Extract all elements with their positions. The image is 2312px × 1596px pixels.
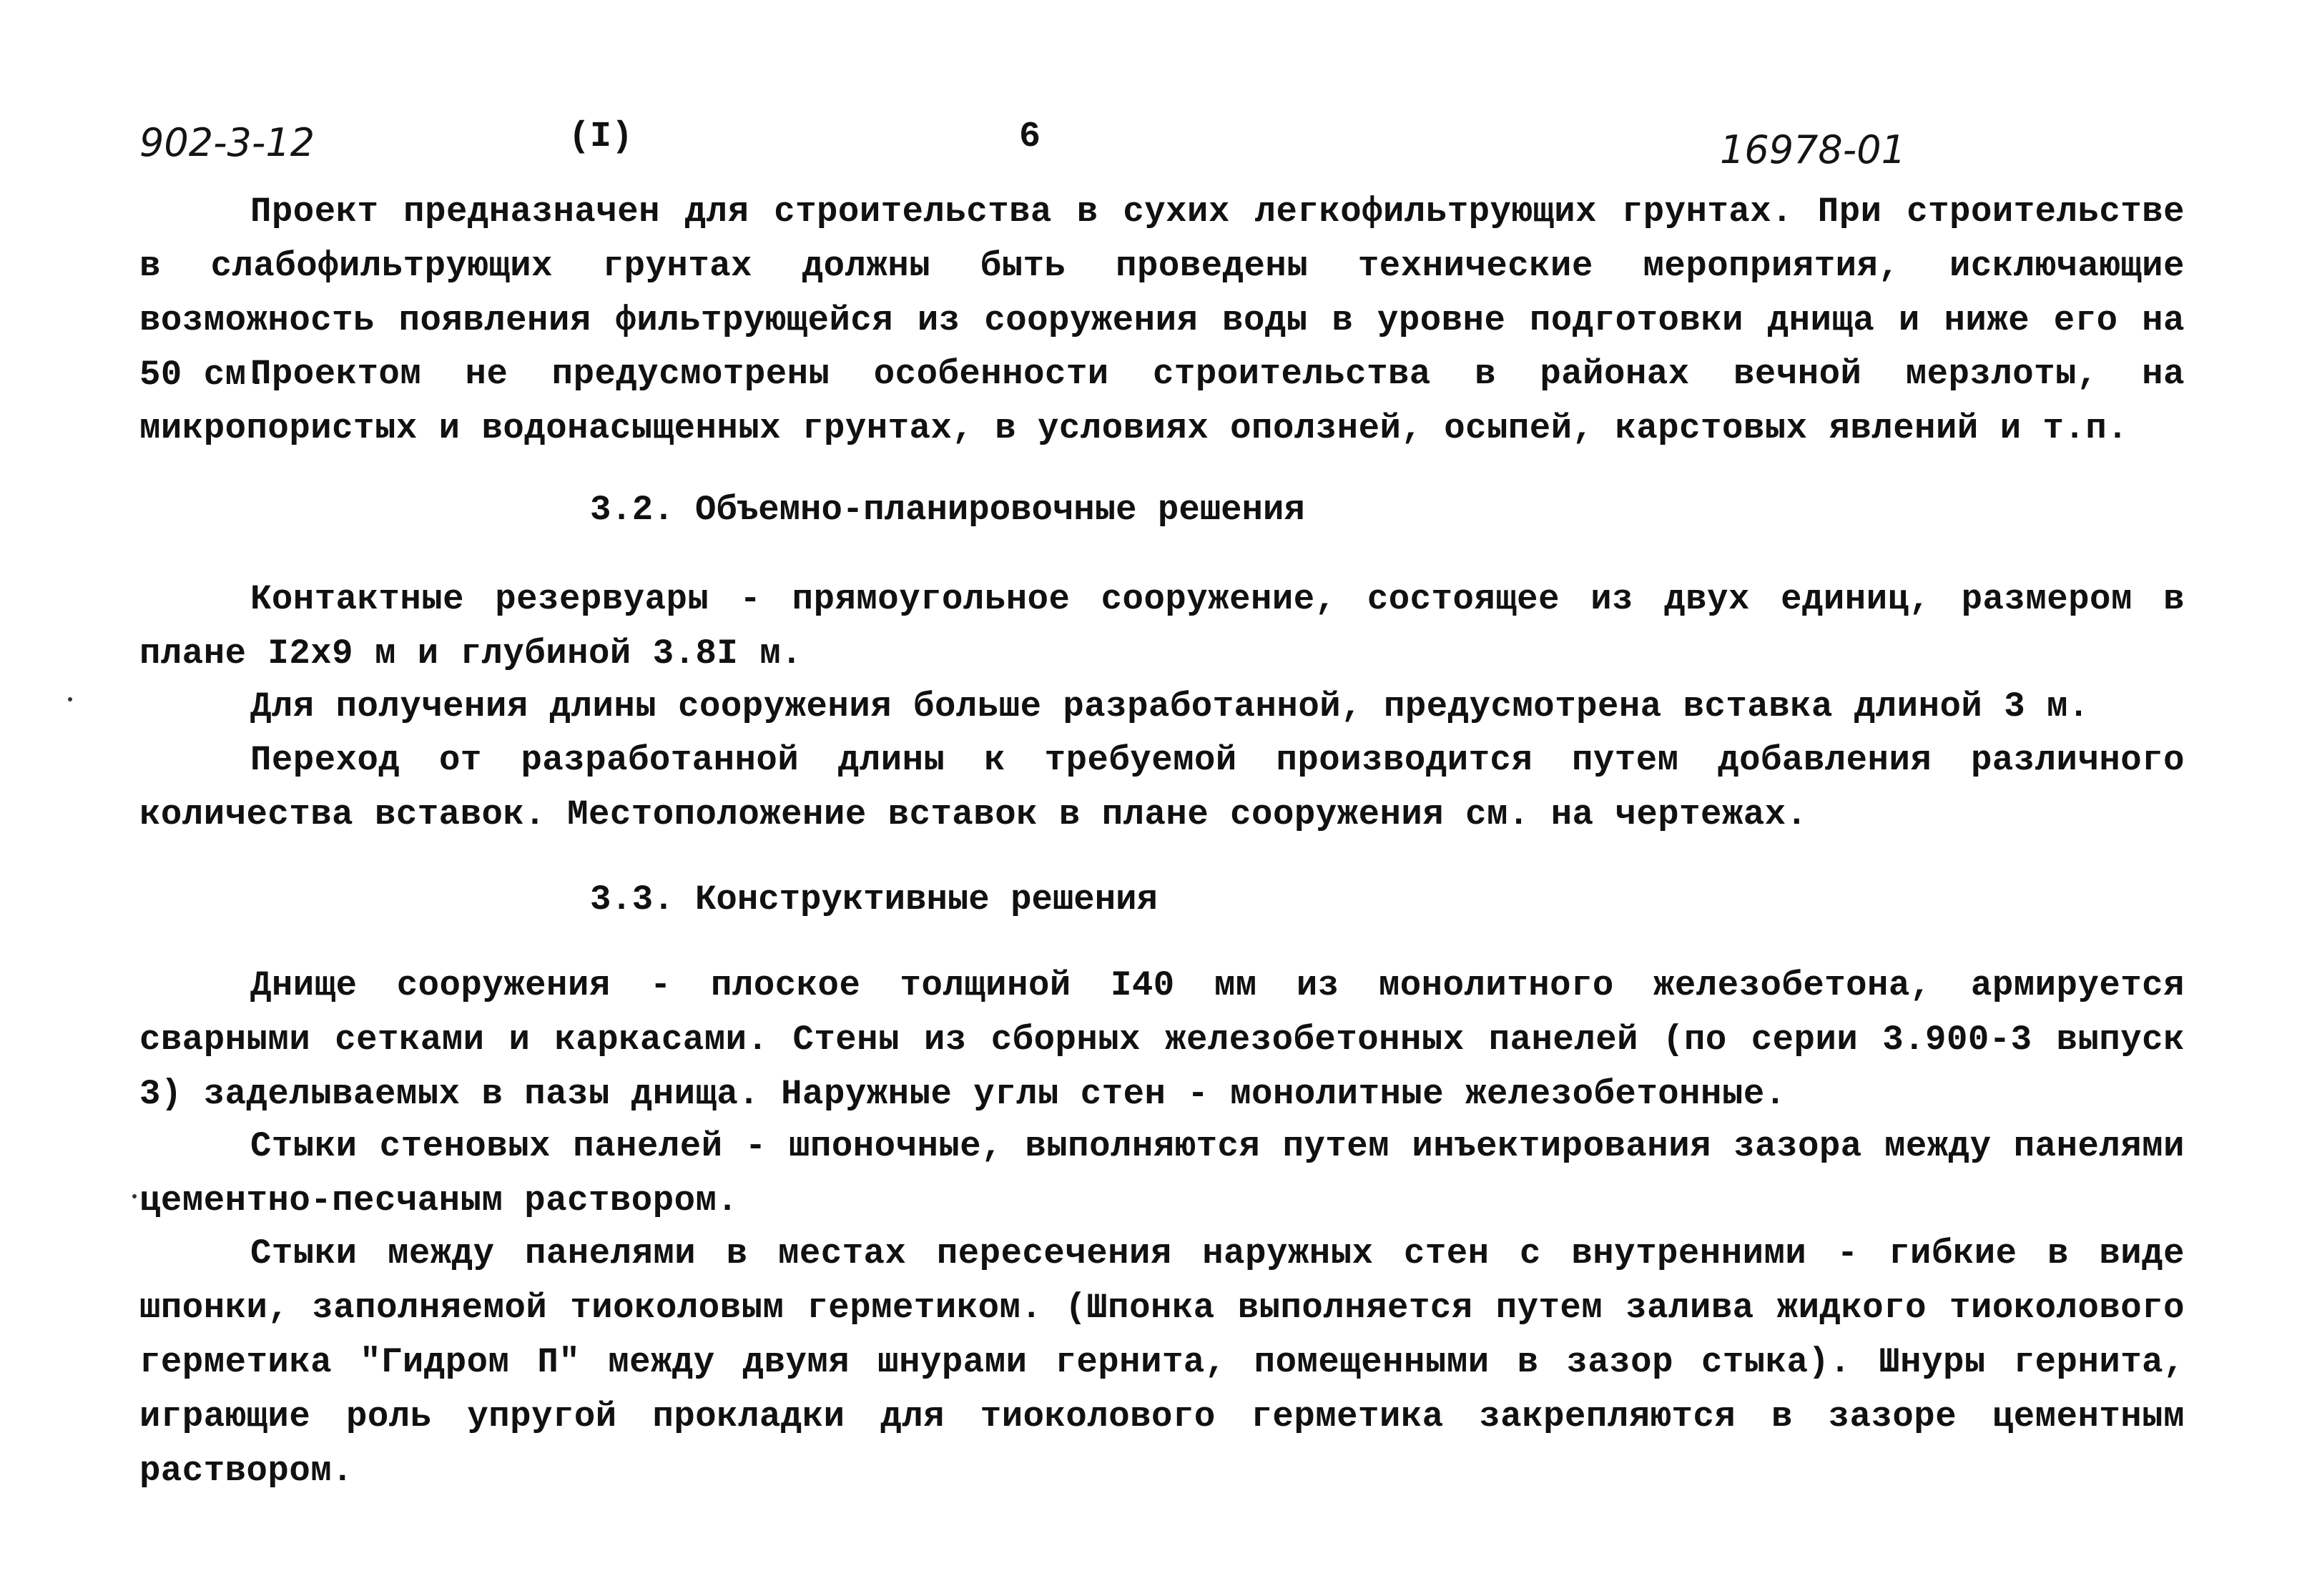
paragraph-text: Проект предназначен для строительства в сухих легкофильтрующих грунтах. При строительстве в слабофильтрующих грунтах должны быть проведены технические мероприятия, исключающие возможность появления фильтрующейся из сооружения воды в уровне подготовки днища и ниже его на 50 см. xyxy=(139,192,2185,395)
paragraph-text: Для получения длины сооружения больше разработанной, предусмотрена вставка длиной 3 м. xyxy=(250,686,2090,726)
paragraph-bottom-walls xyxy=(139,958,2185,1121)
paragraph-length-transition xyxy=(139,733,2185,842)
paragraph-panel-joints xyxy=(139,1119,2185,1228)
paragraph-flexible-joints xyxy=(139,1226,2185,1498)
paragraph-text: Стыки стеновых панелей - шпоночные, выполняются путем инъектирования зазора между панелями цементно-песчаным раствором. xyxy=(139,1126,2185,1221)
page-number: 6 xyxy=(1019,117,1041,157)
paragraph-reservoir-dimensions xyxy=(139,572,2185,681)
paragraph-text: Переход от разработанной длины к требуемой производится путем добавления различного количества вставок. Местоположение вставок в плане сооружения см. на чертежах. xyxy=(139,740,2185,834)
paragraph-text: Днище сооружения - плоское толщиной I40 мм из монолитного железобетона, армируется сварными сетками и каркасами. Стены из сборных железобетонных панелей (по серии 3.900-3 выпуск 3) заделываемых в пазы днища. Наружные углы стен - монолитные железобетонные. xyxy=(139,965,2185,1114)
scan-speck xyxy=(68,697,72,701)
scan-speck xyxy=(132,1194,137,1198)
paragraph-insert xyxy=(139,679,2185,734)
paragraph-text: Проектом не предусмотрены особенности строительства в районах вечной мерзлоты, на микропористых и водонасыщенных грунтах, в условиях оползней, осыпей, карстовых явлений и т.п. xyxy=(139,354,2185,448)
paragraph-text: Стыки между панелями в местах пересечения наружных стен с внутренними - гибкие в виде шпонки, заполняемой тиоколовым герметиком. (Шпонка выполняется путем залива жидкого тиоколового герметика "Гидром П" между двумя шнурами гернита, помещенными в зазор стыка). Шнуры гернита, играющие роль упругой прокладки для тиоколового герметика закрепляются в зазоре цементным раствором. xyxy=(139,1233,2185,1491)
section-heading-layout: 3.2. Объемно-планировочные решения xyxy=(590,490,1305,530)
paragraph-exclusions xyxy=(139,347,2185,455)
document-part: (I) xyxy=(569,117,634,157)
registration-number: 16978-01 xyxy=(1720,127,1906,172)
document-code: 902-3-12 xyxy=(139,120,315,165)
paragraph-text: Контактные резервуары - прямоугольное сооружение, состоящее из двух единиц, размером в плане I2x9 м и глубиной 3.8I м. xyxy=(139,579,2185,674)
section-heading-structural: 3.3. Конструктивные решения xyxy=(590,880,1158,920)
